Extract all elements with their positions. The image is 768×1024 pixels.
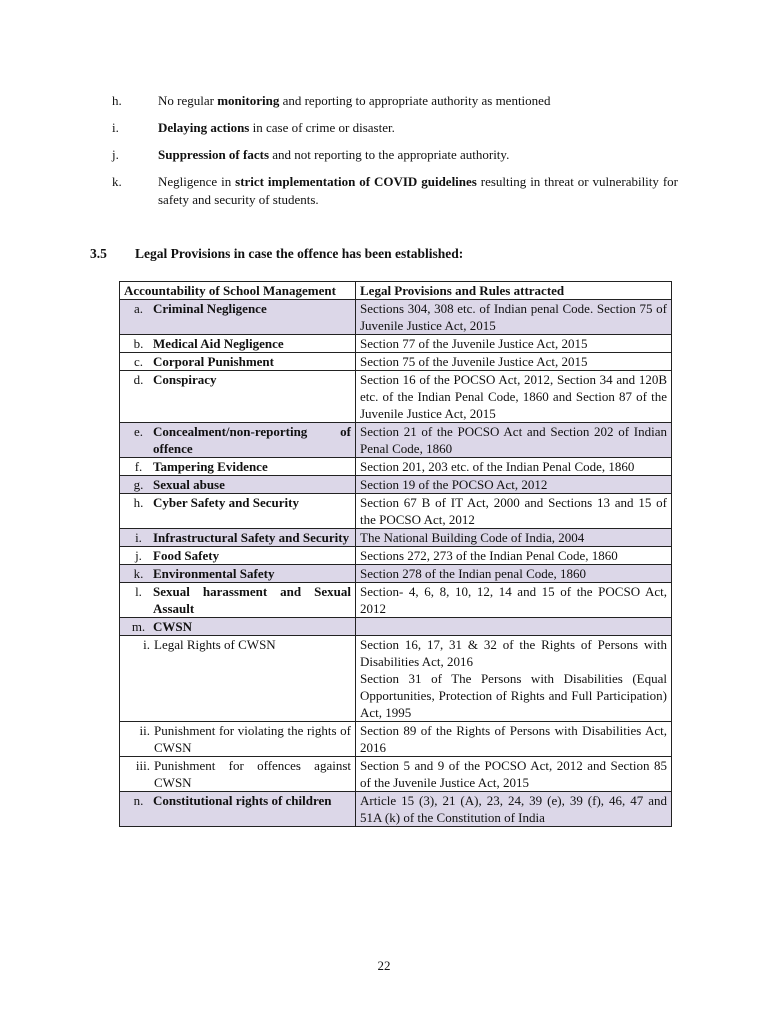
section-number: 3.5: [90, 246, 107, 261]
provision-text: Section 16 of the POCSO Act, 2012, Section 34 and 120B etc. of the Indian Penal Code, 1860 and Section 87 of the Juvenile Justice Act, 2015: [360, 372, 667, 421]
row-label: Food Safety: [153, 548, 220, 563]
row-marker: i.: [143, 637, 150, 652]
row-label: Constitutional rights of children: [153, 793, 332, 808]
provision-text: Sections 304, 308 etc. of Indian penal Code. Section 75 of Juvenile Justice Act, 2015: [360, 301, 667, 333]
table-row: [120, 583, 672, 618]
table-row: [120, 494, 672, 529]
accountability-cell: [120, 565, 356, 583]
page-number: 22: [377, 958, 391, 973]
table-row: [120, 371, 672, 423]
list-item: h. No regular monitoring and reporting to appropriate authority as mentioned: [112, 93, 551, 108]
provisions-cell: [356, 476, 672, 494]
row-label: Cyber Safety and Security: [153, 495, 300, 510]
row-label: Punishment for offences against CWSN: [154, 758, 351, 790]
row-marker: d.: [133, 372, 144, 387]
list-item: k. Negligence in strict implementation of COVID guidelines resulting in threat or vulnerability for safety and security of students.: [112, 174, 678, 207]
list-marker: k.: [112, 174, 122, 189]
row-label: Infrastructural Safety and Security: [153, 530, 350, 545]
row-label: Sexual harassment and Sexual Assault: [153, 584, 351, 616]
provisions-cell: [356, 565, 672, 583]
accountability-cell: [120, 583, 356, 618]
column-header-provisions: Legal Provisions and Rules attracted: [356, 282, 672, 300]
list-marker: h.: [112, 93, 122, 108]
table-row: [120, 476, 672, 494]
accountability-cell: [120, 757, 356, 792]
provisions-cell: [356, 583, 672, 618]
row-marker: iii.: [135, 758, 150, 773]
row-marker: k.: [133, 566, 144, 581]
provisions-cell: [356, 636, 672, 722]
section-heading: [90, 246, 463, 262]
row-label: Tampering Evidence: [153, 459, 268, 474]
provision-text: Section 77 of the Juvenile Justice Act, 2015: [360, 336, 588, 351]
row-marker: i.: [135, 530, 142, 545]
provision-text: Section 31 of The Persons with Disabilities (Equal Opportunities, Protection of Rights and Full Participation) Act, 1995: [360, 671, 667, 720]
provisions-cell: [356, 722, 672, 757]
provisions-cell: [356, 300, 672, 335]
table-header-row: [120, 282, 672, 300]
accountability-cell: [120, 335, 356, 353]
provisions-cell: [356, 618, 672, 636]
provision-text: Section 201, 203 etc. of the Indian Penal Code, 1860: [360, 459, 635, 474]
provision-text: Section 278 of the Indian penal Code, 1860: [360, 566, 587, 581]
provision-text: The National Building Code of India, 2004: [360, 530, 585, 545]
list-item: i. Delaying actions in case of crime or disaster.: [112, 120, 395, 135]
table-row: [120, 565, 672, 583]
negligence-list: [112, 92, 678, 218]
accountability-cell: [120, 636, 356, 722]
row-marker: ii.: [139, 723, 150, 738]
provision-text: Section 16, 17, 31 & 32 of the Rights of Persons with Disabilities Act, 2016: [360, 637, 667, 669]
row-marker: a.: [133, 301, 144, 316]
table-row: [120, 353, 672, 371]
accountability-cell: [120, 547, 356, 565]
row-label: Legal Rights of CWSN: [154, 637, 276, 652]
row-label: Sexual abuse: [153, 477, 225, 492]
row-marker: c.: [133, 354, 144, 369]
provisions-cell: [356, 494, 672, 529]
table-row: [120, 636, 672, 722]
provision-text: Section 89 of the Rights of Persons with Disabilities Act, 2016: [360, 723, 667, 755]
table-row: [120, 547, 672, 565]
provision-text: Section- 4, 6, 8, 10, 12, 14 and 15 of the POCSO Act, 2012: [360, 584, 667, 616]
provisions-cell: [356, 757, 672, 792]
provision-text: Section 21 of the POCSO Act and Section 202 of Indian Penal Code, 1860: [360, 424, 667, 456]
accountability-cell: [120, 423, 356, 458]
accountability-cell: [120, 792, 356, 827]
row-marker: e.: [133, 424, 144, 439]
section-title: Legal Provisions in case the offence has been established:: [135, 246, 464, 261]
table-row: [120, 792, 672, 827]
row-label: Conspiracy: [153, 372, 217, 387]
provisions-cell: [356, 792, 672, 827]
provisions-cell: [356, 458, 672, 476]
list-marker: i.: [112, 120, 119, 135]
row-label: Environmental Safety: [153, 566, 275, 581]
accountability-cell: [120, 353, 356, 371]
list-item: j. Suppression of facts and not reporting to the appropriate authority.: [112, 147, 510, 162]
provision-text: Section 67 B of IT Act, 2000 and Sections 13 and 15 of the POCSO Act, 2012: [360, 495, 667, 527]
row-marker: g.: [133, 477, 144, 492]
provision-text: Sections 272, 273 of the Indian Penal Code, 1860: [360, 548, 618, 563]
provisions-cell: [356, 547, 672, 565]
accountability-cell: [120, 458, 356, 476]
accountability-cell: [120, 529, 356, 547]
provision-text: Section 75 of the Juvenile Justice Act, 2015: [360, 354, 588, 369]
row-marker: j.: [135, 548, 142, 563]
table-row: [120, 757, 672, 792]
provision-text: [360, 618, 667, 635]
table-row: [120, 722, 672, 757]
accountability-cell: [120, 494, 356, 529]
row-label: CWSN: [153, 619, 193, 634]
row-label: Punishment for violating the rights of CWSN: [154, 723, 351, 755]
accountability-cell: [120, 722, 356, 757]
table-row: [120, 618, 672, 636]
accountability-cell: [120, 618, 356, 636]
provisions-cell: [356, 371, 672, 423]
row-marker: l.: [135, 584, 142, 599]
column-header-accountability: Accountability of School Management: [120, 282, 356, 300]
accountability-cell: [120, 300, 356, 335]
accountability-cell: [120, 476, 356, 494]
table-row: [120, 529, 672, 547]
provisions-cell: [356, 353, 672, 371]
row-label: Corporal Punishment: [153, 354, 274, 369]
list-marker: j.: [112, 147, 119, 162]
provisions-cell: [356, 423, 672, 458]
provisions-cell: [356, 529, 672, 547]
row-label: Concealment/non-reporting of offence: [153, 424, 351, 456]
provision-text: Section 5 and 9 of the POCSO Act, 2012 and Section 85 of the Juvenile Justice Act, 2015: [360, 758, 667, 790]
provision-text: Article 15 (3), 21 (A), 23, 24, 39 (e), 39 (f), 46, 47 and 51A (k) of the Constitution of India: [360, 793, 667, 825]
row-marker: f.: [134, 459, 143, 474]
row-marker: n.: [133, 793, 144, 808]
legal-provisions-table: [119, 281, 672, 827]
provisions-cell: [356, 335, 672, 353]
table-row: [120, 423, 672, 458]
provision-text: Section 19 of the POCSO Act, 2012: [360, 477, 548, 492]
table-row: [120, 300, 672, 335]
row-marker: b.: [133, 336, 144, 351]
table-row: [120, 335, 672, 353]
row-marker: h.: [133, 495, 144, 510]
row-label: Medical Aid Negligence: [153, 336, 284, 351]
row-marker: m.: [131, 619, 146, 634]
row-label: Criminal Negligence: [153, 301, 267, 316]
accountability-cell: [120, 371, 356, 423]
table-row: [120, 458, 672, 476]
